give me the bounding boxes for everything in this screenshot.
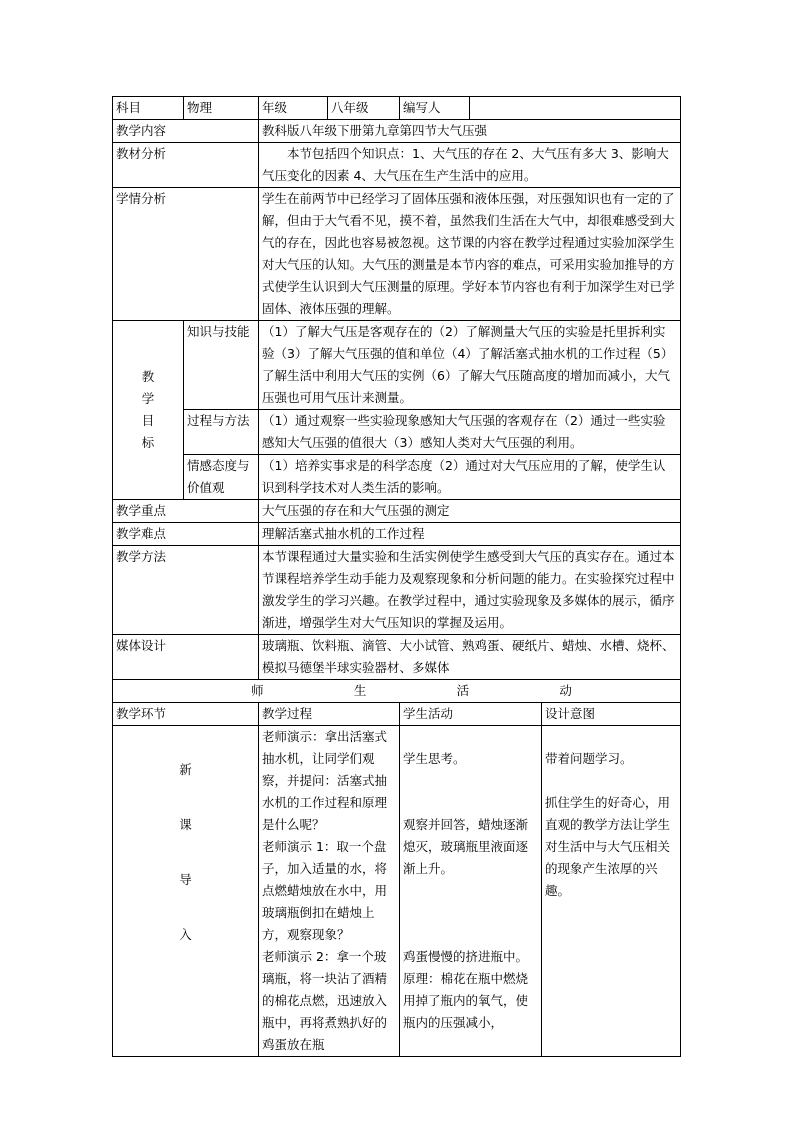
media-value: 玻璃瓶、饮料瓶、滴管、大小试管、熟鸡蛋、硬纸片、蜡烛、水槽、烧杯、模拟马德堡半球实验器材、多媒体	[259, 635, 681, 680]
material-value: 本节包括四个知识点：1、大气压的存在 2、大气压有多大 3、影响大气压变化的因素 4、大气压在生产生活中的应用。	[259, 143, 681, 188]
student-paragraph: 鸡蛋慢慢的挤进瓶中。原理：棉花在瓶中燃烧用掉了瓶内的氧气，使瓶内的压强减小，	[403, 949, 529, 1030]
key-point-label: 教学重点	[113, 500, 259, 523]
goal-emotion-row	[113, 455, 681, 500]
activity-title	[113, 680, 681, 703]
student-header: 学生活动	[400, 703, 542, 726]
activity-title-char: 活	[456, 683, 470, 698]
lesson-plan-document	[112, 96, 680, 1057]
process-paragraph: 老师演示 2：拿一个玻璃瓶，将一块沾了酒精的棉花点燃，迅速放入瓶中，再将煮熟扒好的鸡蛋放在瓶	[262, 949, 388, 1052]
method-value: 本节课程通过大量实验和生活实例使学生感受到大气压的真实存在。通过本节课程培养学生动手能力及观察现象和分析问题的能力。在实验探究过程中激发学生的学习兴趣。在教学过程中，通过实验现象及多媒体的展示，循序渐进，增强学生对大气压知识的掌握及运用。	[259, 546, 681, 635]
grade-value: 八年级	[328, 97, 400, 120]
student-paragraph: 观察并回答，蜡烛逐渐熄灭，玻璃瓶里液面逐渐上升。	[403, 817, 529, 876]
method-label: 教学方法	[113, 546, 259, 635]
goals-label-char: 学	[141, 391, 155, 406]
subject-value: 物理	[184, 97, 259, 120]
intent-header: 设计意图	[542, 703, 681, 726]
difficulty-row	[113, 523, 681, 546]
key-point-value: 大气压强的存在和大气压强的测定	[259, 500, 681, 523]
content-row	[113, 120, 681, 143]
lesson-plan-table	[112, 96, 681, 1057]
difficulty-label: 教学难点	[113, 523, 259, 546]
emotion-label: 情感态度与价值观	[184, 455, 259, 500]
emotion-value: （1）培养实事求是的科学态度（2）通过对大气压应用的了解，使学生认识到科学技术对人类生活的影响。	[259, 455, 681, 500]
material-row	[113, 143, 681, 188]
goals-label-char: 标	[141, 435, 155, 450]
goal-knowledge-row	[113, 321, 681, 410]
stage-cell	[113, 726, 259, 1057]
students-label: 学情分析	[113, 188, 259, 321]
student-cell	[400, 726, 542, 1057]
stage-char: 课	[179, 817, 192, 832]
students-value: 学生在前两节中已经学习了固体压强和液体压强，对压强知识也有一定的了解，但由于大气看不见，摸不着，虽然我们生活在大气中，却很难感受到大气的存在，因此也容易被忽视。这节课的内容在教学过程通过实验加深学生对大气压的认知。大气压的测量是本节内容的难点，可采用实验加推导的方式使学生认识到大气压测量的原理。学好本节内容也有利于加深学生对已学固体、液体压强的理解。	[259, 188, 681, 321]
author-label: 编写人	[400, 97, 470, 120]
activity-title-char: 师	[251, 683, 264, 698]
knowledge-label: 知识与技能	[184, 321, 259, 410]
process-cell	[259, 726, 400, 1057]
activity-title-char: 生	[353, 683, 367, 698]
method-row	[113, 546, 681, 635]
header-row	[113, 97, 681, 120]
students-row	[113, 188, 681, 321]
difficulty-value: 理解活塞式抽水机的工作过程	[259, 523, 681, 546]
stage-char: 新	[179, 762, 192, 777]
process-header: 教学过程	[259, 703, 400, 726]
knowledge-value: （1）了解大气压是客观存在的（2）了解测量大气压的实验是托里拆利实验（3）了解大气压强的值和单位（4）了解活塞式抽水机的工作过程（5）了解生活中利用大气压的实例（6）了解大气压随高度的增加而减小，大气压强也可用气压计来测量。	[259, 321, 681, 410]
student-paragraph: 学生思考。	[403, 751, 466, 766]
author-value	[470, 97, 681, 120]
intent-paragraph: 抓住学生的好奇心，用直观的教学方法让学生对生活中与大气压相关的现象产生浓厚的兴趣。	[545, 795, 671, 898]
intent-cell	[542, 726, 681, 1057]
content-value: 教科版八年级下册第九章第四节大气压强	[259, 120, 681, 143]
grade-label: 年级	[259, 97, 328, 120]
activity-title-row	[113, 680, 681, 703]
intent-paragraph: 带着问题学习。	[545, 751, 633, 766]
content-label: 教学内容	[113, 120, 259, 143]
activity-title-char: 动	[559, 683, 572, 698]
stage-char: 导	[179, 872, 192, 887]
key-point-row	[113, 500, 681, 523]
goals-label	[113, 321, 184, 500]
process-paragraph: 老师演示 1：取一个盘子，加入适量的水，将点燃蜡烛放在水中，用玻璃瓶倒扣在蜡烛上方，观察现象？	[262, 839, 388, 942]
goals-label-char: 教	[141, 369, 155, 384]
subject-label: 科目	[113, 97, 184, 120]
goals-label-char: 目	[141, 413, 155, 428]
activity-intro-row	[113, 726, 681, 1057]
media-row	[113, 635, 681, 680]
process-value: （1）通过观察一些实验现象感知大气压强的客观存在（2）通过一些实验感知大气压强的值很大（3）感知人类对大气压强的利用。	[259, 410, 681, 455]
process-label: 过程与方法	[184, 410, 259, 455]
goal-process-row	[113, 410, 681, 455]
material-label: 教材分析	[113, 143, 259, 188]
stage-char: 入	[179, 927, 192, 942]
stage-header: 教学环节	[113, 703, 259, 726]
process-paragraph: 老师演示：拿出活塞式抽水机，让同学们观察，并提问：活塞式抽水机的工作过程和原理是什么呢？	[262, 729, 388, 832]
activity-header-row	[113, 703, 681, 726]
media-label: 媒体设计	[113, 635, 259, 680]
